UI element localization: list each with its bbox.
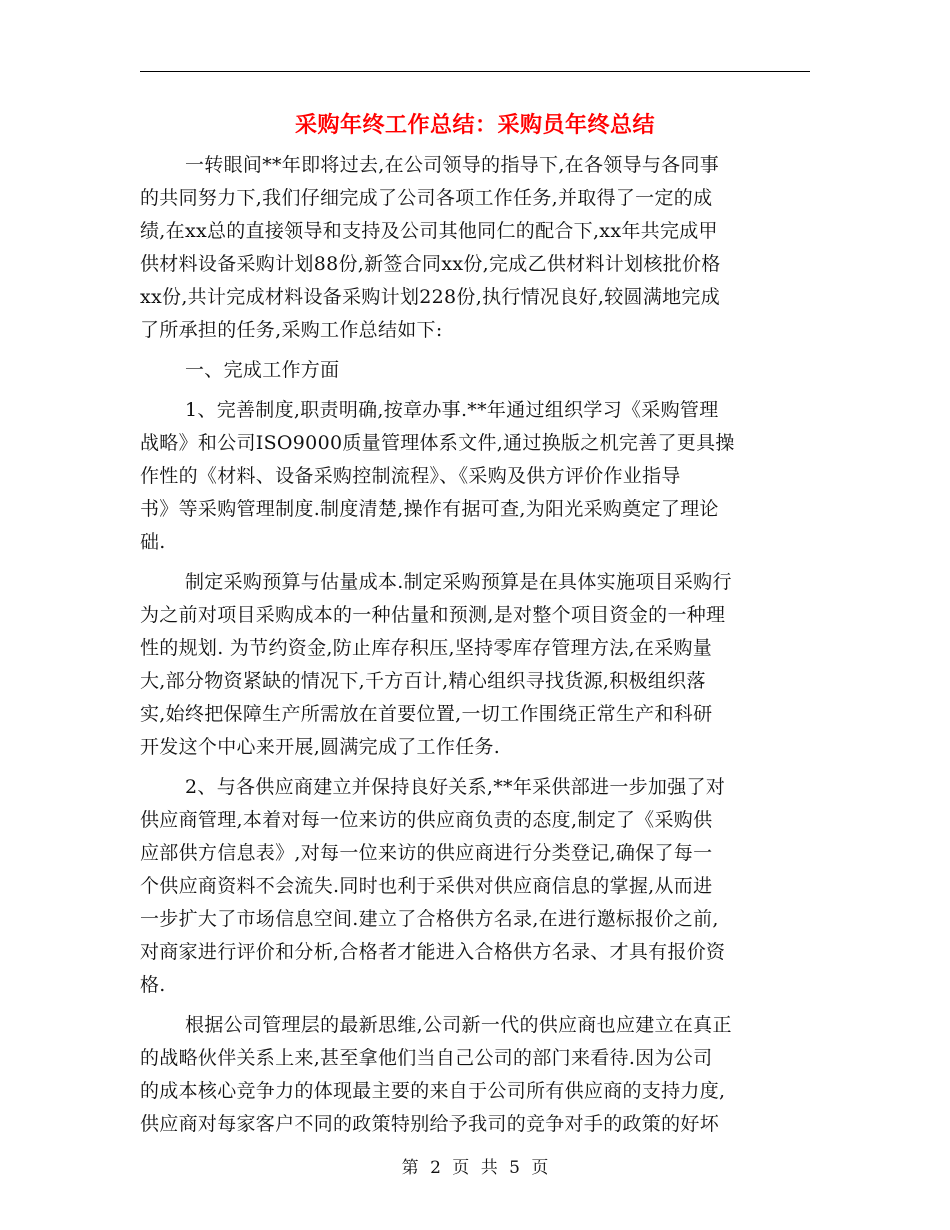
text-line: 一转眼间**年即将过去,在公司领导的指导下,在各领导与各同事 — [185, 154, 720, 176]
text-line: 大,部分物资紧缺的情况下,千方百计,精心组织寻找货源,积极组织落 — [140, 670, 706, 692]
text-line: 一步扩大了市场信息空间.建立了合格供方名录,在进行邀标报价之前, — [140, 908, 719, 930]
text-line: 个供应商资料不会流失.同时也利于采供对供应商信息的掌握,从而进 — [140, 875, 713, 897]
text-line: 1、完善制度,职责明确,按章办事.**年通过组织学习《采购管理 — [185, 399, 719, 421]
document-body — [140, 149, 810, 1148]
text-line: 的成本核心竞争力的体现最主要的来自于公司所有供应商的支持力度, — [140, 1080, 726, 1102]
text-line: 一、完成工作方面 — [185, 359, 340, 381]
section-heading — [140, 354, 810, 387]
paragraph — [140, 394, 810, 559]
text-line: 绩,在xx总的直接领导和支持及公司其他同仁的配合下,xx年共完成甲 — [140, 220, 718, 242]
text-line: 了所承担的任务,采购工作总结如下: — [140, 319, 443, 341]
text-line: 作性的《材料、设备采购控制流程》、《采购及供方评价作业指导 — [140, 465, 681, 487]
text-line: 开发这个中心来开展,圆满完成了工作任务. — [140, 736, 501, 758]
header-rule — [140, 71, 810, 72]
paragraph — [140, 149, 810, 347]
paragraph — [140, 771, 810, 1002]
text-line: 战略》和公司ISO9000质量管理体系文件,通过换版之机完善了更具操 — [140, 432, 735, 454]
text-line: 格. — [140, 974, 166, 996]
text-line: 根据公司管理层的最新思维,公司新一代的供应商也应建立在真正 — [185, 1014, 732, 1036]
text-line: 实,始终把保障生产所需放在首要位置,一切工作围绕正常生产和科研 — [140, 703, 713, 725]
text-line: 制定采购预算与估量成本.制定采购预算是在具体实施项目采购行 — [185, 571, 732, 593]
text-line: 供材料设备采购计划88份,新签合同xx份,完成乙供材料计划核批价格 — [140, 253, 721, 275]
page-number-footer: 第 2 页 共 5 页 — [401, 1158, 549, 1178]
text-line: 对商家进行评价和分析,合格者才能进入合格供方名录、才具有报价资 — [140, 941, 726, 963]
paragraph — [140, 566, 810, 764]
document-title: 采购年终工作总结：采购员年终总结 — [294, 112, 655, 138]
paragraph — [140, 1009, 810, 1141]
text-line: 性的规划. 为节约资金,防止库存积压,坚持零库存管理方法,在采购量 — [140, 637, 713, 659]
text-line: 2、与各供应商建立并保持良好关系,**年采供部进一步加强了对 — [185, 776, 726, 798]
text-line: xx份,共计完成材料设备采购计划228份,执行情况良好,较圆满地完成 — [140, 286, 721, 308]
text-line: 书》等采购管理制度.制度清楚,操作有据可查,为阳光采购奠定了理论 — [140, 498, 719, 520]
text-line: 应部供方信息表》,对每一位来访的供应商进行分类登记,确保了每一 — [140, 842, 713, 864]
text-line: 的共同努力下,我们仔细完成了公司各项工作任务,并取得了一定的成 — [140, 187, 713, 209]
text-line: 的战略伙伴关系上来,甚至拿他们当自己公司的部门来看待.因为公司 — [140, 1047, 713, 1069]
text-line: 供应商对每家客户不同的政策特别给予我司的竞争对手的政策的好坏 — [140, 1113, 720, 1135]
text-line: 础. — [140, 531, 166, 553]
text-line: 为之前对项目采购成本的一种估量和预测,是对整个项目资金的一种理 — [140, 604, 726, 626]
text-line: 供应商管理,本着对每一位来访的供应商负责的态度,制定了《采购供 — [140, 809, 713, 831]
